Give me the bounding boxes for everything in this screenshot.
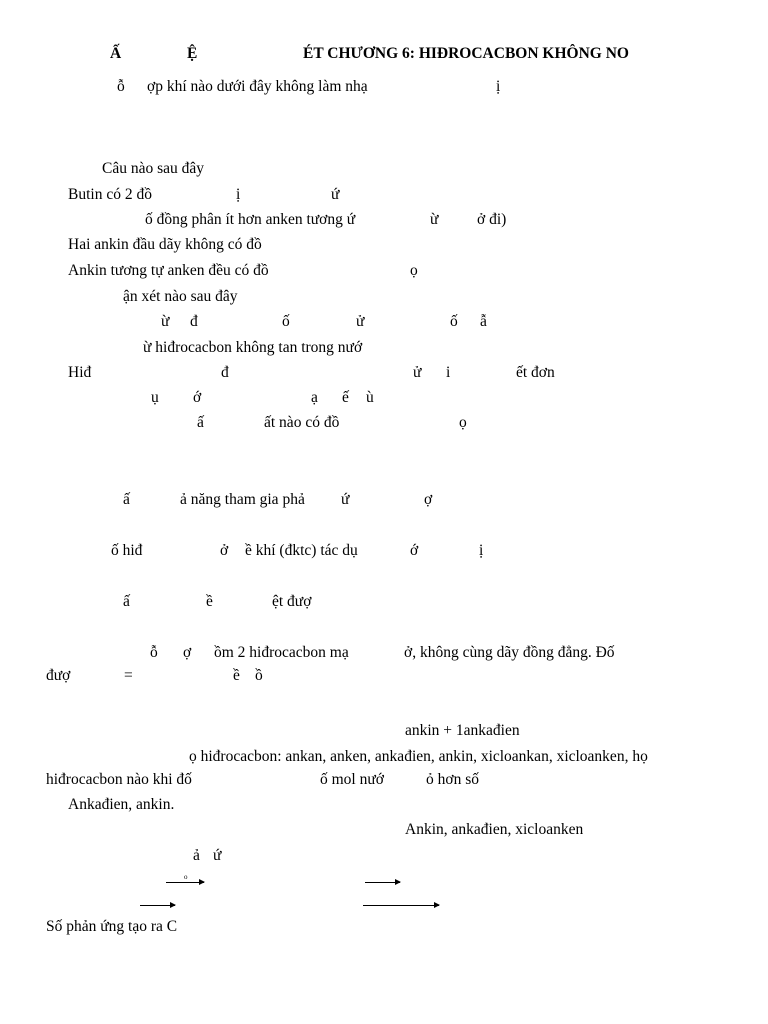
text-fragment: ứ	[213, 847, 222, 864]
text-fragment: Butin có 2 đồ	[68, 186, 152, 203]
text-fragment: ố đồng phân ít hơn anken tương ứ	[145, 211, 356, 228]
text-fragment: Số phản ứng tạo ra C	[46, 918, 178, 935]
reaction-arrow-icon	[365, 882, 400, 883]
text-fragment: ợ	[183, 644, 192, 661]
reaction-arrow-icon	[363, 905, 439, 906]
text-fragment: đ	[221, 364, 229, 381]
text-fragment: ọ	[410, 262, 418, 279]
text-fragment: ố mol nướ	[320, 771, 384, 788]
text-fragment: ất nào có đồ	[264, 414, 340, 431]
text-fragment: ố	[450, 313, 458, 330]
text-fragment: ẫ	[480, 313, 487, 330]
text-fragment: ỏ hơn số	[426, 771, 479, 788]
text-fragment: ừ	[430, 211, 439, 228]
text-fragment: ankin + 1ankađien	[405, 722, 520, 739]
text-fragment: Ankađien, ankin.	[68, 796, 175, 813]
text-fragment: ị	[236, 186, 241, 203]
text-fragment: ận xét nào sau đây	[123, 288, 238, 305]
text-fragment: ứ	[331, 186, 340, 203]
text-fragment: ỗ	[117, 78, 125, 95]
title-part-a: Ấ	[110, 45, 122, 62]
text-fragment: ạ	[311, 389, 318, 406]
text-fragment: đ	[190, 313, 198, 330]
text-fragment: Hai ankin đầu dãy không có đồ	[68, 236, 262, 253]
text-fragment: Ankin, ankađien, xicloanken	[405, 821, 584, 838]
text-fragment: ớ	[193, 389, 202, 406]
text-fragment: =	[124, 667, 133, 684]
text-fragment: i	[446, 364, 451, 381]
text-fragment: ấ	[123, 491, 130, 508]
text-fragment: ả năng tham gia phả	[180, 491, 305, 508]
text-fragment: ử	[413, 364, 422, 381]
text-fragment: ồ	[255, 667, 263, 684]
text-fragment: ố	[282, 313, 290, 330]
text-fragment: ề khí (đktc) tác dụ	[245, 542, 358, 559]
text-fragment: ế	[342, 389, 349, 406]
text-fragment: Ankin tương tự anken đều có đồ	[68, 262, 269, 279]
text-fragment: ở	[220, 542, 229, 559]
reaction-arrow-icon	[140, 905, 175, 906]
text-fragment: ị	[479, 542, 484, 559]
text-fragment: ết đơn	[516, 364, 555, 381]
text-fragment: ứ	[341, 491, 350, 508]
text-fragment: ệt đượ	[272, 593, 312, 610]
text-fragment: ả	[193, 847, 200, 864]
text-fragment: ừ	[161, 313, 170, 330]
text-fragment: ợ	[424, 491, 433, 508]
text-fragment: ử	[356, 313, 365, 330]
text-fragment: ù	[366, 389, 374, 406]
title-part-b: Ệ	[187, 45, 198, 62]
text-fragment: ề	[233, 667, 240, 684]
text-fragment: ị	[496, 78, 501, 95]
degree-mark: o	[184, 873, 188, 881]
text-fragment: ọ	[459, 414, 467, 431]
text-fragment: hiđrocacbon nào khi đố	[46, 771, 192, 788]
reaction-arrow-icon	[166, 882, 204, 883]
text-fragment: ố hiđ	[111, 542, 143, 559]
text-fragment: ấ	[197, 414, 204, 431]
text-fragment: đượ	[46, 667, 71, 684]
page-title: ÉT CHƯƠNG 6: HIĐROCACBON KHÔNG NO	[303, 45, 629, 62]
text-fragment: ợp khí nào dưới đây không làm nhạ	[147, 78, 368, 95]
text-fragment: ừ hiđrocacbon không tan trong nướ	[143, 339, 363, 356]
text-fragment: ở, không cùng dãy đồng đẳng. Đố	[404, 644, 615, 661]
text-fragment: ọ hiđrocacbon: ankan, anken, ankađien, ankin, xicloankan, xicloanken, họ	[189, 748, 648, 765]
text-fragment: ở đi)	[477, 211, 507, 228]
text-fragment: ớ	[410, 542, 419, 559]
text-fragment: ồm 2 hiđrocacbon mạ	[214, 644, 349, 661]
text-fragment: ụ	[151, 389, 159, 406]
text-fragment: ấ	[123, 593, 130, 610]
text-fragment: Câu nào sau đây	[102, 160, 205, 177]
text-fragment: Hiđ	[68, 364, 92, 381]
text-fragment: ỗ	[150, 644, 158, 661]
text-fragment: ề	[206, 593, 213, 610]
